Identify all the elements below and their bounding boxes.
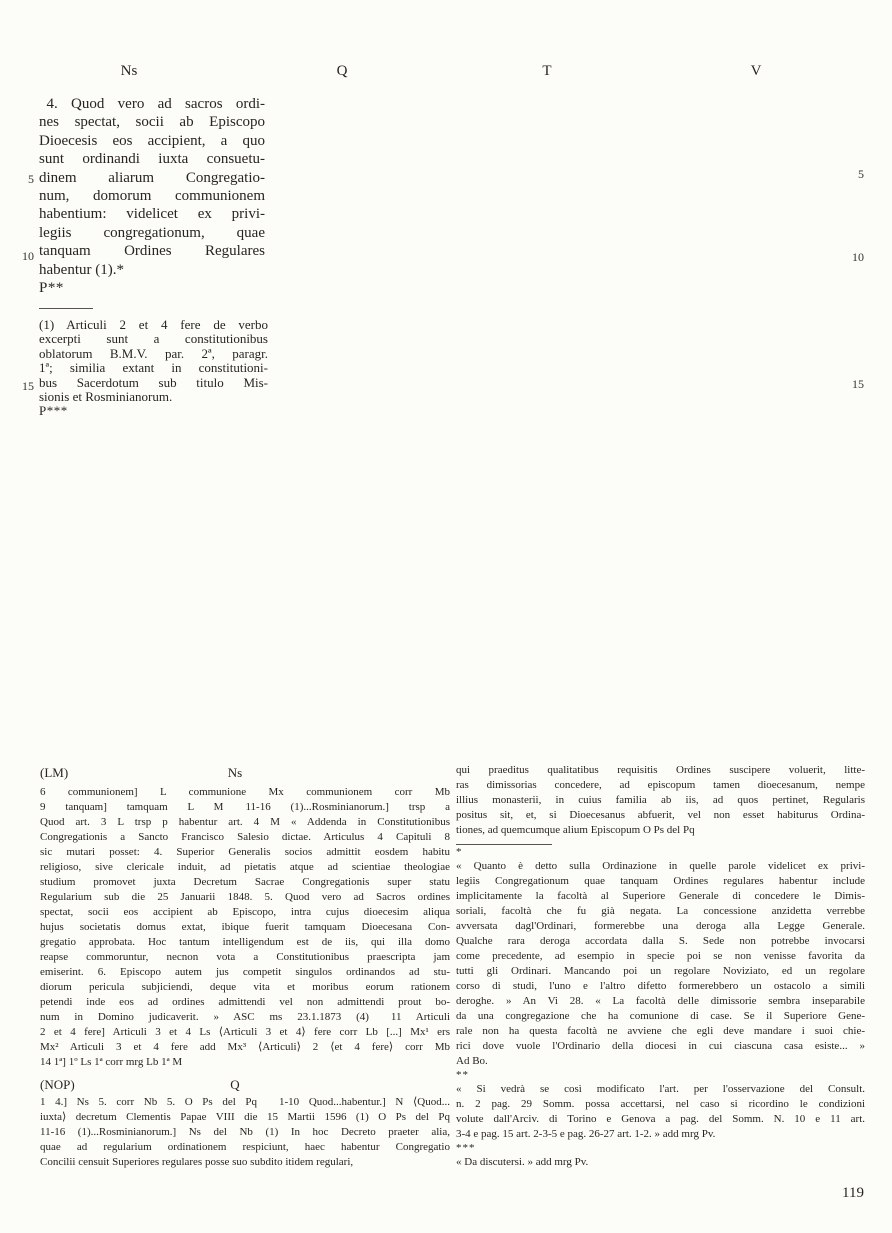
line-number-right-5: 5 — [858, 167, 864, 181]
editor-note-2-text: « Si vedrà se così modificato l'art. per l'osservazione del Consult. n. 2 pag. 29 Somm. possa accettarsi, nel caso si ricordino le condizioni volute dall'Arciv. di Torino e Genova a pag. del Somm. N. 10 e 11 art. 3-4 e pag. 15 art. 2-3-5 e pag. 26-27 art. 1-2. » add mrg Pv. — [456, 1083, 865, 1140]
apparatus-lm-siglum: (LM) — [40, 765, 69, 780]
apparatus-continuation-text: qui praeditus qualitatibus requisitis Ordines suscipere voluerit, litte- ras dimissorias concedere, ad episcopum tamen dioecesanum, nempe illius monasterii, in cuius familia ab iis, ad quos pertinet, Regularis positus sit, et, si Dioecesanus abfuerit, vel non esset habiturus Ordina- tiones, ad quemcumque alium Episcopum O Ps del Pq — [456, 764, 865, 836]
footnote-rule — [39, 308, 93, 309]
running-head-q: Q — [336, 63, 348, 79]
apparatus-left-column — [40, 765, 450, 1170]
page-number: 119 — [842, 1185, 864, 1201]
editor-note-1-text: « Quanto è detto sulla Ordinazione in quelle parole videlicet ex privi- legiis Congregationum quae tanquam Ordines regulares habentur include implicitamente la facoltà al Superiore Generale di concedere le Dimis- soriali, facoltà che fu già negata. La concessione anzidetta verrebbe avversata dagl'Ordinari, formerebbe una deroga alla Legge Generale. Qualche rara deroga accordata dalla S. Sede non potrebbe invocarsi come precedente, ad esempio in specie poi se non venisse favorita da tutti gli Ordinari. Mancando poi un regolare Noviziato, ed un regolare corso di studi, l'uno e l'altro difetto formerebbero un ostacolo a simili deroghe. » An Vi 28. « La facoltà delle dimissorie sembra inseparabile da una congregazione che ha comunione di case. Se il Superiore Gene- rale non ha questa facoltà ne avviene che egli deve mandare i suoi chie- rici dove vuole l'Ordinario della diocesi in cui ciascuna casa esiste... » Ad Bo. — [456, 860, 865, 1067]
apparatus-right-column — [456, 763, 865, 1170]
line-number-left-10: 10 — [22, 249, 34, 263]
apparatus-nop-header — [40, 1077, 450, 1093]
running-head-ns: Ns — [120, 63, 138, 79]
line-number-left-15: 15 — [22, 379, 34, 393]
apparatus-lm-header — [40, 765, 450, 781]
editor-note-3-text: « Da discutersi. » add mrg Pv. — [456, 1156, 589, 1168]
note-marker-3: *** — [456, 1142, 476, 1154]
running-head-v: V — [750, 63, 762, 79]
apparatus-lm-text: 6 communionem] L communione Mx communionem corr Mb 9 tanquam] tamquam L M 11-16 (1)...Rosminianorum.] trsp a Quod art. 3 L trsp p habentur art. 4 M « Addenda in Constitutionibus Congregationis a Sancto Francisco Salesio dictae. Articulus 4 Capituli 8 sic mutari posset: 4. Superior Generalis socios admittit eosdem habitu religioso, sive clericale induit, ad pietatis atque ad scientiae theologiae studium promovet juxta Decretum Sacrae Congregationis super statu Regularium sub die 25 Januarii 1848. 5. Quod vero ad Sacros ordines spectat, socii eos accipient ab Episcopo, intra cujus dioecesim aliqua hujus societatis domus extat, ibique fuerit tamquam Dioecesana Con- gregatio approbata. Hoc tantum intelligendum est de iis, qui illa domo reapse commoruntur, necnon vota a Constitutionibus praescripta jam emiserint. 6. Episcopo autem jus competit singulos ordinandos ad stu- diorum pericula subjiciendi, deque vita et moribus eorum rationem petendi inde eos ad ordines admittendi vel non admittendi prout bo- num in Domino judicaverit. » ASC ms 23.1.1873 (4) 11 Articuli 2 et 4 fere] Articuli 3 et 4 Ls ⟨Articuli 3 et 4⟩ fere corr Lb [...] Mx¹ ers Mx² Articuli 3 et 4 fere add Mx³ ⟨Articuli⟩ 2 ⟨et 4 fere⟩ corr Mb 14 1ª] 1º Ls 1ª corr mrg Lb 1ª M — [40, 786, 450, 1068]
line-number-left-5: 5 — [28, 172, 34, 186]
witness-sigil-p2: P** — [39, 280, 64, 296]
apparatus-note-rule — [456, 844, 552, 845]
witness-sigil-p3: P*** — [39, 403, 68, 419]
main-text-paragraph: 4. Quod vero ad sacros ordi- nes spectat, socii ab Episcopo Dioecesis eos accipient, a quo sunt ordinandi iuxta consuetu- dinem aliarum Congregatio- num, domorum communionem habentium: videlicet ex privi- legiis congregationum, quae tanquam Ordines Regulares habentur (1).* — [39, 96, 265, 278]
line-number-right-15: 15 — [852, 377, 864, 391]
apparatus-nop-head-q: Q — [230, 1077, 240, 1092]
running-head-t: T — [542, 63, 552, 79]
apparatus-nop-text: 1 4.] Ns 5. corr Nb 5. O Ps del Pq 1-10 Quod...habentur.] N ⟨Quod... iuxta⟩ decretum Clementis Papae VIII die 15 Martii 1596 (1) O Ps del Pq 11-16 (1)...Rosminianorum.] Ns del Nb (1) In hoc Decreto praeter alia, quae ad regularium ordinationem respiciunt, haec habentur Congregatio Concilii censuit Superiores regulares posse suo subdito itidem regulari, — [40, 1096, 450, 1168]
footnote-block — [39, 308, 268, 419]
line-number-right-10: 10 — [852, 250, 864, 264]
apparatus-nop-siglum: (NOP) — [40, 1077, 75, 1092]
apparatus-lm-head-ns: Ns — [227, 765, 243, 780]
note-marker-2: ** — [456, 1069, 469, 1081]
footnote-text: (1) Articuli 2 et 4 fere de verbo excerpti sunt a constitutionibus oblatorum B.M.V. par. 2ª, paragr. 1ª; similia extant in constitutioni- bus Sacerdotum sub titulo Mis- sionis et Rosminianorum. — [39, 317, 268, 405]
note-marker-1: * — [456, 846, 463, 858]
